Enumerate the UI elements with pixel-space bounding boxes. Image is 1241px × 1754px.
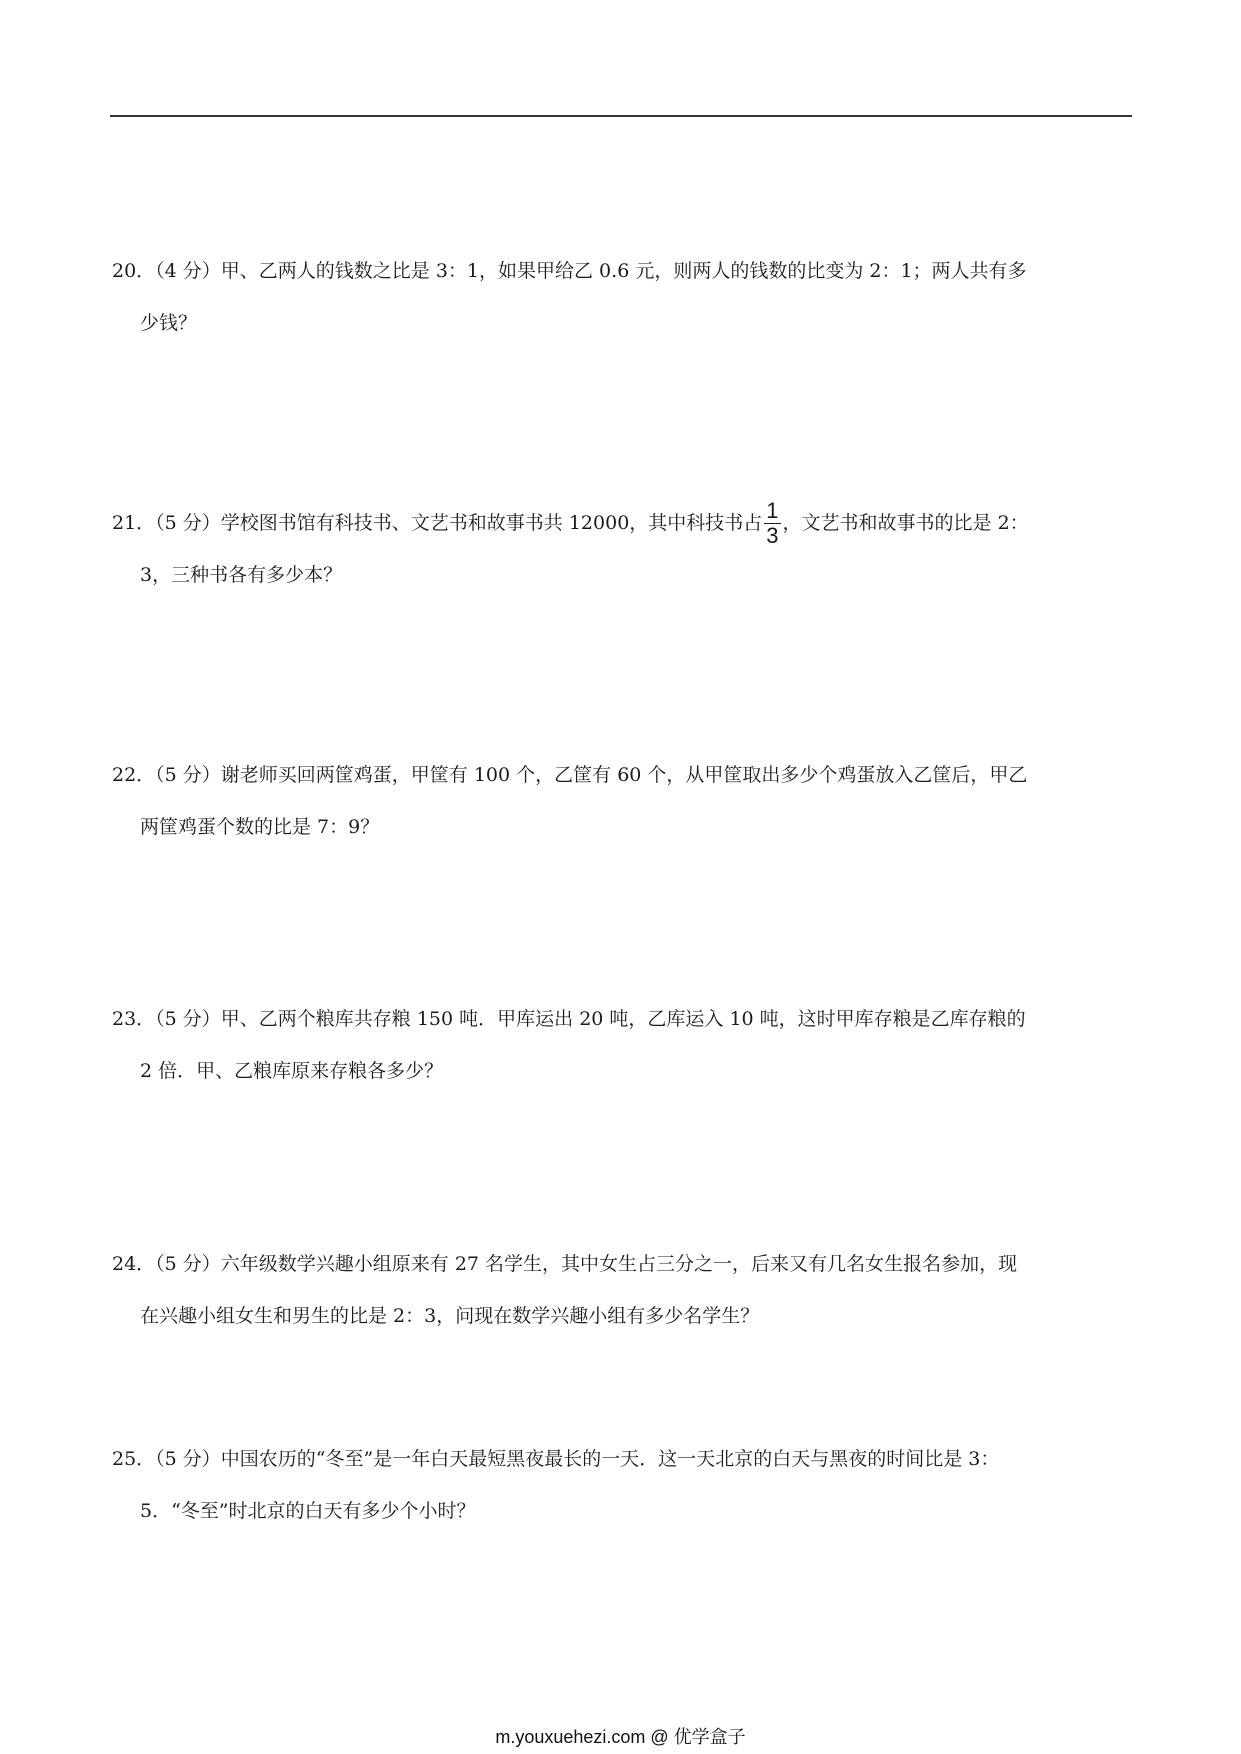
question-23-line-2: 2 倍．甲、乙粮库原来存粮各多少？ [140,1060,444,1082]
question-24-line-2: 在兴趣小组女生和男生的比是 2：3，问现在数学兴趣小组有多少名学生？ [140,1305,760,1327]
fraction-one-third [764,497,780,548]
question-25 [112,1445,1132,1525]
question-25-line-1: 25．（5 分）中国农历的“冬至”是一年白天最短黑夜最长的一天．这一天北京的白天与黑夜的时间比是 3： [112,1448,1000,1470]
fraction-denominator: 3 [766,522,779,548]
question-21-line-2: 3，三种书各有多少本？ [140,564,343,586]
question-20 [112,257,1132,337]
fraction-numerator: 1 [766,497,779,523]
header-rule [110,115,1132,117]
question-23-line-1: 23．（5 分）甲、乙两个粮库共存粮 150 吨．甲库运出 20 吨，乙库运入 10 吨，这时甲库存粮是乙库存粮的 [112,1008,1026,1030]
question-20-line-1: 20．（4 分）甲、乙两人的钱数之比是 3：1，如果甲给乙 0.6 元，则两人的钱数的比变为 2：1；两人共有多 [112,260,1027,282]
footer-watermark: m.youxuehezi.com @ 优学盒子 [495,1727,746,1747]
question-22 [112,761,1132,841]
question-23 [112,1005,1132,1085]
question-21-text-before: 21．（5 分）学校图书馆有科技书、文艺书和故事书共 12000，其中科技书占 [112,512,763,534]
question-20-line-2: 少钱？ [140,312,198,334]
question-25-line-2: 5．“冬至”时北京的白天有多少个小时？ [140,1500,476,1522]
question-24-line-1: 24．（5 分）六年级数学兴趣小组原来有 27 名学生，其中女生占三分之一，后来又有几名女生报名参加，现 [112,1253,1018,1275]
question-21 [112,497,1132,589]
question-21-text-after: ，文艺书和故事书的比是 2： [782,512,1029,534]
question-22-line-2: 两筐鸡蛋个数的比是 7：9？ [140,816,380,838]
question-22-line-1: 22．（5 分）谢老师买回两筐鸡蛋，甲筐有 100 个，乙筐有 60 个，从甲筐取出多少个鸡蛋放入乙筐后，甲乙 [112,764,1028,786]
question-24 [112,1250,1132,1330]
question-21-line-1 [112,497,1132,548]
